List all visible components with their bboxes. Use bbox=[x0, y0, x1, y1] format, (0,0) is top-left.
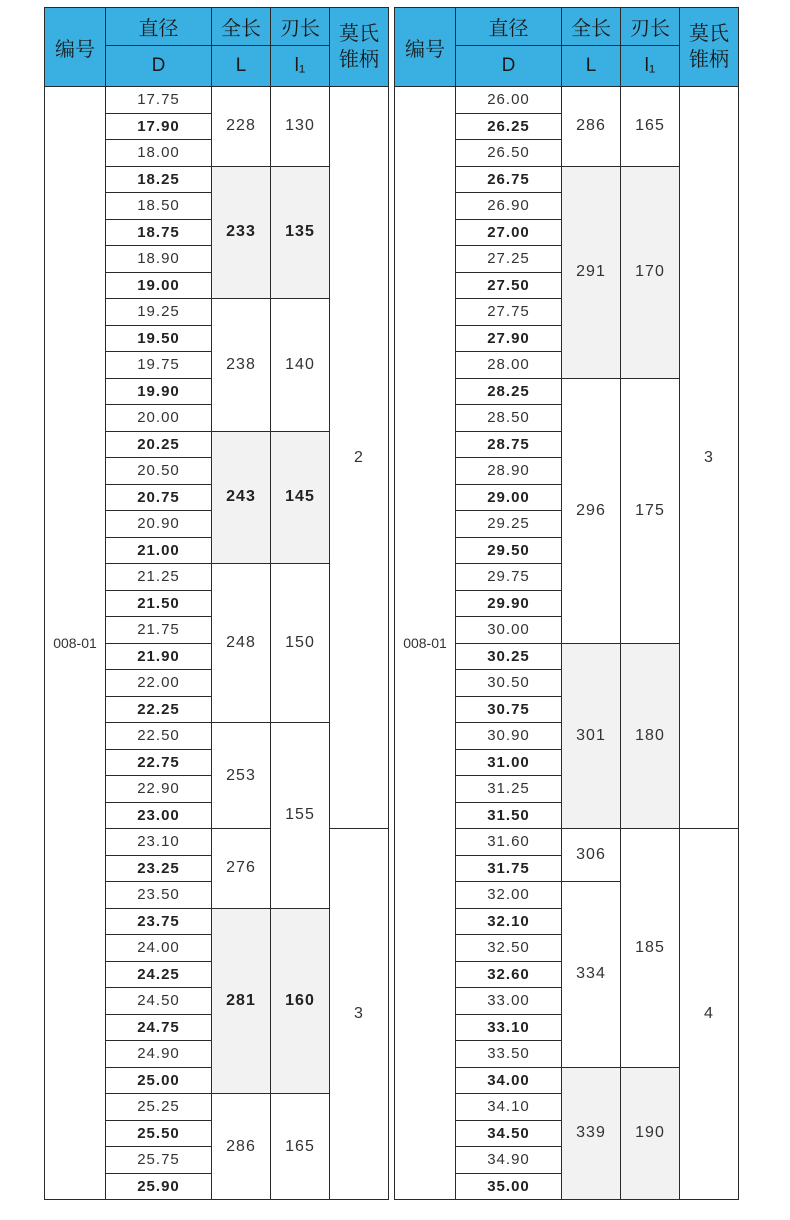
diameter-cell: 22.25 bbox=[106, 696, 212, 723]
diameter-cell: 30.90 bbox=[456, 723, 562, 750]
flute-header: 刃长 bbox=[621, 8, 680, 46]
morse-cell: 4 bbox=[680, 829, 739, 1200]
diameter-cell: 22.90 bbox=[106, 776, 212, 803]
length-cell: 228 bbox=[212, 87, 271, 167]
diameter-cell: 34.00 bbox=[456, 1067, 562, 1094]
length-cell: 248 bbox=[212, 564, 271, 723]
diameter-cell: 32.50 bbox=[456, 935, 562, 962]
diameter-cell: 34.90 bbox=[456, 1147, 562, 1174]
drill-spec-table-right bbox=[394, 7, 739, 1200]
diameter-cell: 20.50 bbox=[106, 458, 212, 485]
morse-cell: 3 bbox=[680, 87, 739, 829]
diameter-cell: 18.00 bbox=[106, 140, 212, 167]
diameter-cell: 23.75 bbox=[106, 908, 212, 935]
flute-cell: 135 bbox=[271, 166, 330, 299]
diameter-cell: 34.10 bbox=[456, 1094, 562, 1121]
item-code: 008-01 bbox=[395, 87, 456, 1200]
diameter-cell: 30.00 bbox=[456, 617, 562, 644]
morse-cell: 2 bbox=[330, 87, 389, 829]
diameter-cell: 20.25 bbox=[106, 431, 212, 458]
flute-cell: 185 bbox=[621, 829, 680, 1068]
morse-taper-header bbox=[330, 8, 389, 87]
diameter-cell: 35.00 bbox=[456, 1173, 562, 1200]
length-cell: 286 bbox=[562, 87, 621, 167]
diameter-cell: 29.25 bbox=[456, 511, 562, 538]
right-body bbox=[395, 87, 739, 1200]
diameter-cell: 31.00 bbox=[456, 749, 562, 776]
diameter-cell: 19.90 bbox=[106, 378, 212, 405]
diameter-cell: 22.75 bbox=[106, 749, 212, 776]
diameter-cell: 17.90 bbox=[106, 113, 212, 140]
diameter-cell: 30.25 bbox=[456, 643, 562, 670]
diameter-cell: 28.00 bbox=[456, 352, 562, 379]
diameter-cell: 21.25 bbox=[106, 564, 212, 591]
diameter-cell: 32.00 bbox=[456, 882, 562, 909]
d-symbol: D bbox=[106, 46, 212, 87]
length-cell: 233 bbox=[212, 166, 271, 299]
length-header: 全长 bbox=[562, 8, 621, 46]
length-cell: 281 bbox=[212, 908, 271, 1094]
left-body bbox=[45, 87, 389, 1200]
diameter-cell: 18.50 bbox=[106, 193, 212, 220]
diameter-cell: 24.75 bbox=[106, 1014, 212, 1041]
l-symbol: L bbox=[562, 46, 621, 87]
diameter-cell: 26.00 bbox=[456, 87, 562, 114]
diameter-cell: 29.90 bbox=[456, 590, 562, 617]
morse-taper-header-text: 莫氏锥柄 bbox=[339, 23, 379, 71]
flute-cell: 170 bbox=[621, 166, 680, 378]
flute-cell: 140 bbox=[271, 299, 330, 432]
morse-taper-header bbox=[680, 8, 739, 87]
flute-header: 刃长 bbox=[271, 8, 330, 46]
diameter-cell: 23.25 bbox=[106, 855, 212, 882]
flute-cell: 165 bbox=[621, 87, 680, 167]
length-cell: 276 bbox=[212, 829, 271, 909]
flute-cell: 190 bbox=[621, 1067, 680, 1200]
morse-taper-header-text: 莫氏锥柄 bbox=[689, 23, 729, 71]
flute-cell: 150 bbox=[271, 564, 330, 723]
length-cell: 306 bbox=[562, 829, 621, 882]
diameter-cell: 26.25 bbox=[456, 113, 562, 140]
diameter-cell: 26.75 bbox=[456, 166, 562, 193]
diameter-cell: 27.75 bbox=[456, 299, 562, 326]
diameter-cell: 21.90 bbox=[106, 643, 212, 670]
diameter-cell: 32.10 bbox=[456, 908, 562, 935]
diameter-cell: 21.50 bbox=[106, 590, 212, 617]
diameter-cell: 23.50 bbox=[106, 882, 212, 909]
diameter-cell: 23.10 bbox=[106, 829, 212, 856]
diameter-cell: 24.00 bbox=[106, 935, 212, 962]
diameter-cell: 17.75 bbox=[106, 87, 212, 114]
diameter-header: 直径 bbox=[106, 8, 212, 46]
diameter-cell: 28.90 bbox=[456, 458, 562, 485]
item-code: 008-01 bbox=[45, 87, 106, 1200]
length-cell: 296 bbox=[562, 378, 621, 643]
length-cell: 301 bbox=[562, 643, 621, 829]
diameter-cell: 25.50 bbox=[106, 1120, 212, 1147]
diameter-cell: 28.50 bbox=[456, 405, 562, 432]
diameter-cell: 26.90 bbox=[456, 193, 562, 220]
diameter-cell: 33.50 bbox=[456, 1041, 562, 1068]
flute-cell: 180 bbox=[621, 643, 680, 829]
diameter-cell: 20.75 bbox=[106, 484, 212, 511]
diameter-cell: 19.50 bbox=[106, 325, 212, 352]
length-cell: 238 bbox=[212, 299, 271, 432]
length-cell: 253 bbox=[212, 723, 271, 829]
flute-cell: 145 bbox=[271, 431, 330, 564]
diameter-cell: 27.90 bbox=[456, 325, 562, 352]
diameter-cell: 24.25 bbox=[106, 961, 212, 988]
diameter-cell: 25.25 bbox=[106, 1094, 212, 1121]
diameter-cell: 27.00 bbox=[456, 219, 562, 246]
diameter-cell: 30.50 bbox=[456, 670, 562, 697]
diameter-cell: 25.75 bbox=[106, 1147, 212, 1174]
diameter-cell: 18.75 bbox=[106, 219, 212, 246]
diameter-cell: 19.25 bbox=[106, 299, 212, 326]
diameter-cell: 31.75 bbox=[456, 855, 562, 882]
diameter-cell: 25.90 bbox=[106, 1173, 212, 1200]
diameter-cell: 19.00 bbox=[106, 272, 212, 299]
diameter-cell: 29.75 bbox=[456, 564, 562, 591]
diameter-cell: 31.60 bbox=[456, 829, 562, 856]
flute-cell: 155 bbox=[271, 723, 330, 909]
code-header: 编号 bbox=[395, 8, 456, 87]
diameter-cell: 20.90 bbox=[106, 511, 212, 538]
length-cell: 334 bbox=[562, 882, 621, 1068]
diameter-cell: 32.60 bbox=[456, 961, 562, 988]
diameter-cell: 18.25 bbox=[106, 166, 212, 193]
diameter-cell: 30.75 bbox=[456, 696, 562, 723]
diameter-cell: 31.25 bbox=[456, 776, 562, 803]
diameter-cell: 29.00 bbox=[456, 484, 562, 511]
diameter-cell: 33.10 bbox=[456, 1014, 562, 1041]
l-symbol: L bbox=[212, 46, 271, 87]
diameter-cell: 25.00 bbox=[106, 1067, 212, 1094]
diameter-cell: 22.00 bbox=[106, 670, 212, 697]
d-symbol: D bbox=[456, 46, 562, 87]
diameter-cell: 29.50 bbox=[456, 537, 562, 564]
length-cell: 291 bbox=[562, 166, 621, 378]
diameter-cell: 21.75 bbox=[106, 617, 212, 644]
diameter-cell: 27.25 bbox=[456, 246, 562, 273]
length-cell: 339 bbox=[562, 1067, 621, 1200]
diameter-cell: 19.75 bbox=[106, 352, 212, 379]
diameter-cell: 20.00 bbox=[106, 405, 212, 432]
drill-spec-table-left bbox=[44, 7, 389, 1200]
length-cell: 286 bbox=[212, 1094, 271, 1200]
diameter-cell: 21.00 bbox=[106, 537, 212, 564]
diameter-cell: 28.75 bbox=[456, 431, 562, 458]
diameter-cell: 31.50 bbox=[456, 802, 562, 829]
flute-cell: 165 bbox=[271, 1094, 330, 1200]
diameter-cell: 24.90 bbox=[106, 1041, 212, 1068]
diameter-cell: 24.50 bbox=[106, 988, 212, 1015]
diameter-cell: 26.50 bbox=[456, 140, 562, 167]
diameter-cell: 23.00 bbox=[106, 802, 212, 829]
flute-cell: 160 bbox=[271, 908, 330, 1094]
length-cell: 243 bbox=[212, 431, 271, 564]
diameter-cell: 34.50 bbox=[456, 1120, 562, 1147]
diameter-cell: 18.90 bbox=[106, 246, 212, 273]
flute-cell: 175 bbox=[621, 378, 680, 643]
diameter-cell: 28.25 bbox=[456, 378, 562, 405]
diameter-header: 直径 bbox=[456, 8, 562, 46]
diameter-cell: 33.00 bbox=[456, 988, 562, 1015]
flute-cell: 130 bbox=[271, 87, 330, 167]
diameter-cell: 27.50 bbox=[456, 272, 562, 299]
length-header: 全长 bbox=[212, 8, 271, 46]
diameter-cell: 22.50 bbox=[106, 723, 212, 750]
morse-cell: 3 bbox=[330, 829, 389, 1200]
code-header: 编号 bbox=[45, 8, 106, 87]
l1-symbol: l₁ bbox=[271, 46, 330, 87]
l1-symbol: l₁ bbox=[621, 46, 680, 87]
